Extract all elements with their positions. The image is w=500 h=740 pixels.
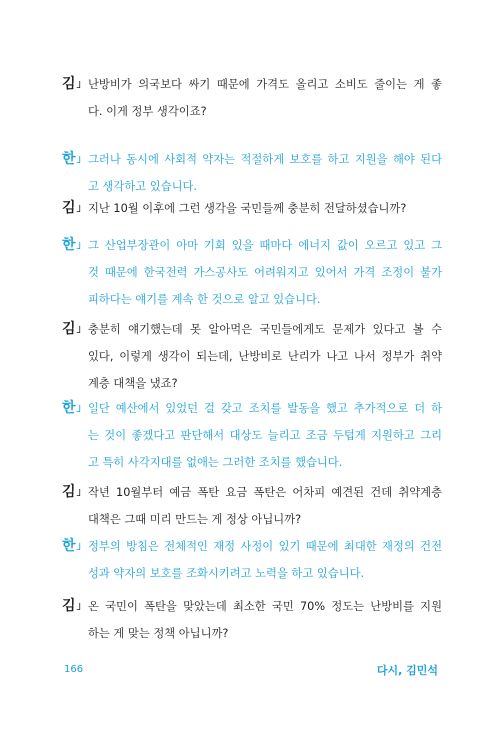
question-block — [62, 195, 442, 222]
speaker-initial: 한 — [62, 538, 76, 554]
speaker-label — [62, 395, 87, 422]
speaker-label — [62, 533, 87, 560]
speaker-bracket: 」 — [76, 541, 87, 552]
speaker-label — [62, 71, 87, 98]
speaker-bracket: 」 — [76, 79, 87, 90]
text-line: 는 것이 좋겠다고 판단해서 대상도 늘리고 조금 두텁게 지원하고 그리 — [88, 429, 442, 442]
speaker-initial: 김 — [62, 484, 76, 500]
text-line: 성과 약자의 보호를 조화시키려고 노력을 하고 있습니다. — [88, 567, 365, 580]
text-line: 고 특히 사각지대를 없애는 그러한 조치를 했습니다. — [88, 456, 343, 469]
answer-block — [62, 232, 442, 313]
dialogue-text — [88, 395, 442, 476]
text-line: 계층 대책을 냈죠? — [88, 377, 178, 390]
speaker-initial: 한 — [62, 237, 76, 253]
speaker-bracket: 」 — [76, 324, 87, 335]
dialogue-text — [88, 71, 442, 125]
dialogue-text — [88, 316, 442, 397]
text-line: 충분히 얘기했는데 못 알아먹은 국민들에게도 문제가 있다고 볼 수 — [88, 323, 442, 336]
text-line: 고 생각하고 있습니다. — [88, 180, 197, 193]
speaker-bracket: 」 — [76, 487, 87, 498]
speaker-initial: 김 — [62, 76, 76, 92]
dialogue-text — [88, 593, 442, 647]
speaker-label — [62, 232, 87, 259]
speaker-initial: 한 — [62, 151, 76, 167]
text-line: 그러나 동시에 사회적 약자는 적절하게 보호를 하고 지원을 해야 된다 — [88, 153, 442, 166]
speaker-bracket: 」 — [76, 601, 87, 612]
answer-block — [62, 533, 442, 587]
dialogue-text — [88, 232, 442, 313]
text-line: 일단 예산에서 있었던 걸 갖고 조치를 발동을 했고 추가적으로 더 하 — [88, 402, 442, 415]
question-block — [62, 316, 442, 397]
text-line: 작년 10월부터 예금 폭탄 요금 폭탄은 어차피 예견된 건데 취약계층 — [88, 486, 442, 499]
speaker-label — [62, 316, 87, 343]
answer-block — [62, 395, 442, 476]
dialogue-text — [88, 533, 442, 587]
speaker-bracket: 」 — [76, 154, 87, 165]
speaker-bracket: 」 — [76, 203, 87, 214]
question-block — [62, 71, 442, 125]
book-title: 다시, 김민석 — [376, 664, 438, 677]
speaker-initial: 김 — [62, 321, 76, 337]
question-block — [62, 479, 442, 533]
text-line: 그 산업부장관이 아마 기회 있을 때마다 에너지 값이 오르고 있고 그 — [88, 239, 442, 252]
text-line: 다. 이게 정부 생각이죠? — [88, 105, 207, 118]
speaker-bracket: 」 — [76, 403, 87, 414]
text-line: 대책은 그때 미리 만드는 게 정상 아닙니까? — [88, 513, 302, 526]
text-line: 피하다는 얘기를 계속 한 것으로 알고 있습니다. — [88, 293, 321, 306]
speaker-label — [62, 195, 87, 222]
dialogue-text — [88, 195, 442, 222]
speaker-label — [62, 146, 87, 173]
question-block — [62, 593, 442, 647]
dialogue-text — [88, 479, 442, 533]
text-line: 하는 게 맞는 정책 아닙니까? — [88, 627, 229, 640]
speaker-label — [62, 479, 87, 506]
answer-block — [62, 146, 442, 200]
text-line: 정부의 방침은 전체적인 재정 사정이 있기 때문에 최대한 재정의 건전 — [88, 540, 442, 553]
speaker-initial: 김 — [62, 200, 76, 216]
text-line: 지난 10월 이후에 그런 생각을 국민들께 충분히 전달하셨습니까? — [88, 202, 407, 215]
speaker-label — [62, 593, 87, 620]
dialogue-text — [88, 146, 442, 200]
text-line: 난방비가 의국보다 싸기 때문에 가격도 올리고 소비도 줄이는 게 좋 — [88, 78, 442, 91]
speaker-initial: 한 — [62, 400, 76, 416]
text-line: 것 때문에 한국전력 가스공사도 어려워지고 있어서 가격 조정이 불가 — [88, 266, 442, 279]
page-number: 166 — [64, 664, 84, 675]
speaker-initial: 김 — [62, 598, 76, 614]
speaker-bracket: 」 — [76, 240, 87, 251]
text-line: 온 국민이 폭탄을 맞았는데 최소한 국민 70% 정도는 난방비를 지원 — [88, 600, 442, 613]
text-line: 있다, 이렇게 생각이 되는데, 난방비로 난리가 나고 나서 정부가 취약 — [88, 350, 442, 363]
